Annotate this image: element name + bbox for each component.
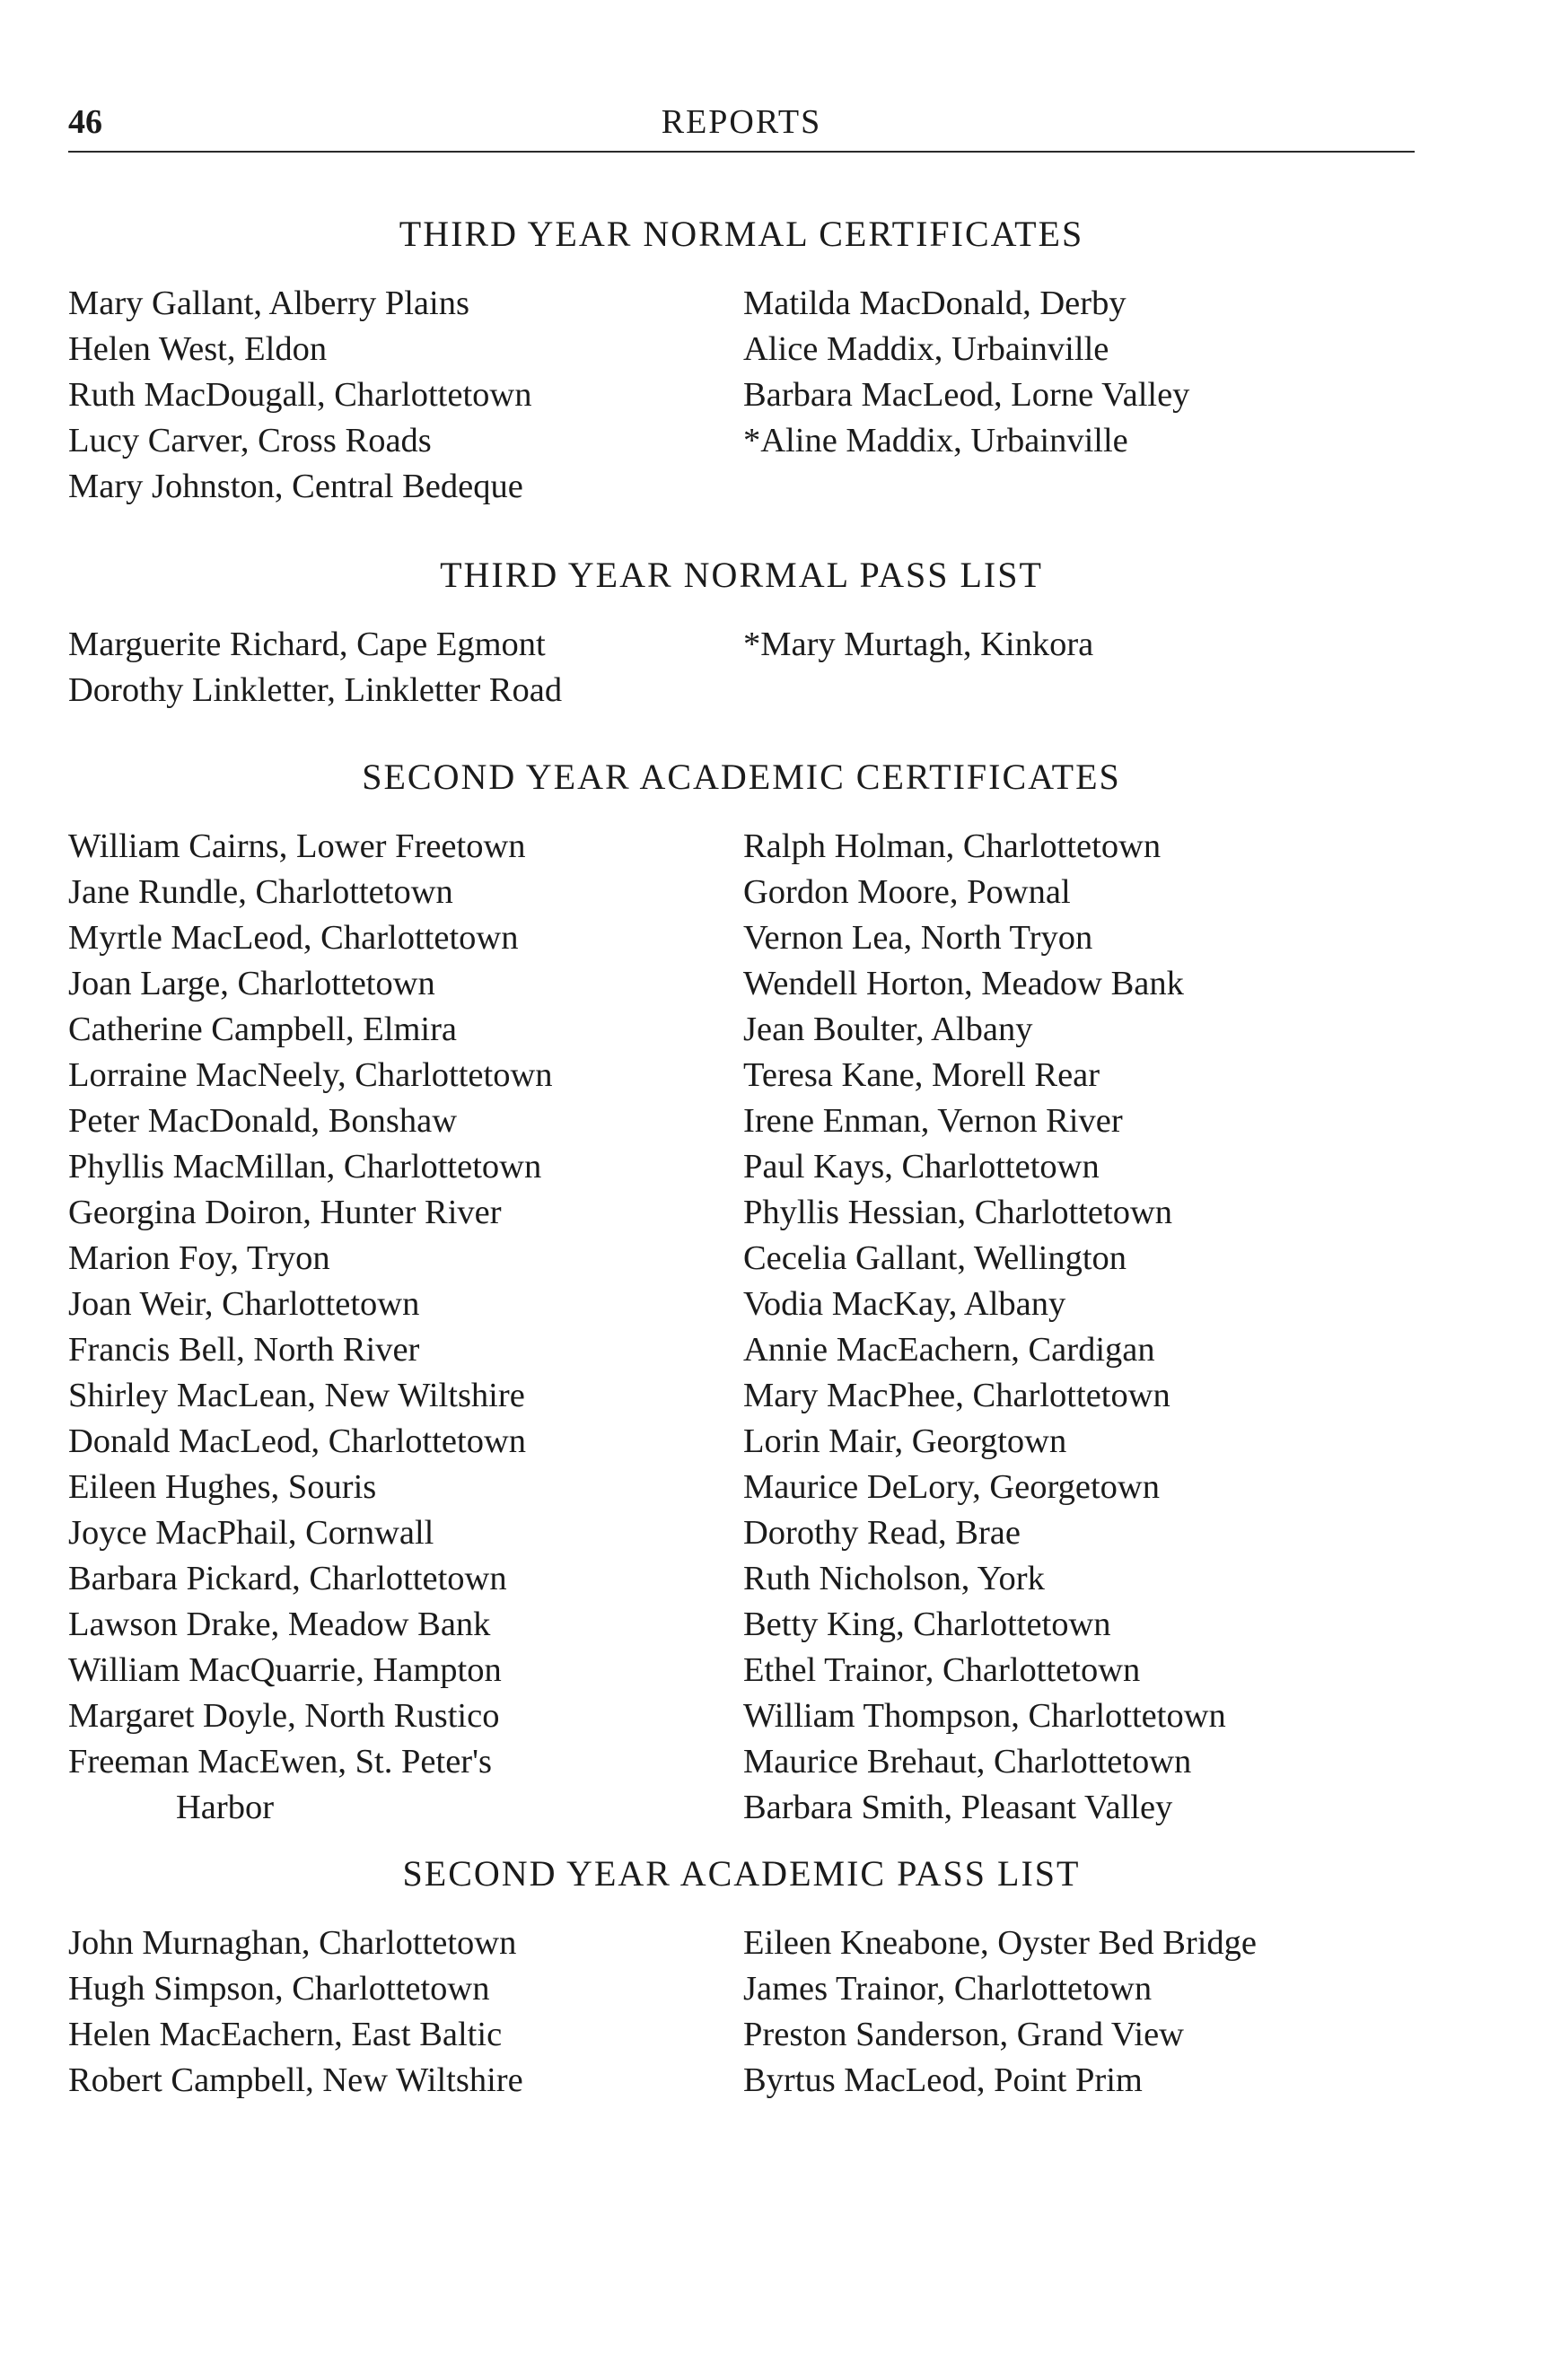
list-item: Vodia MacKay, Albany: [743, 1285, 1066, 1323]
section-heading: THIRD YEAR NORMAL PASS LIST: [440, 555, 1043, 595]
right-column: [743, 824, 1407, 1831]
list-item: *Mary Murtagh, Kinkora: [743, 626, 1094, 663]
list-item-continuation: [68, 1785, 732, 1831]
list-item: Mary Johnston, Central Bedeque: [68, 468, 523, 505]
list-item: James Trainor, Charlottetown: [743, 1970, 1153, 2008]
right-column: [743, 281, 1407, 464]
list-item: William Thompson, Charlottetown: [743, 1697, 1226, 1735]
list-item: Margaret Doyle, North Rustico: [68, 1697, 500, 1735]
list-item: Teresa Kane, Morell Rear: [743, 1056, 1100, 1094]
list-item: William MacQuarrie, Hampton: [68, 1651, 502, 1689]
left-column: [68, 824, 732, 1831]
list-item: Alice Maddix, Urbainville: [743, 330, 1109, 368]
section-heading: SECOND YEAR ACADEMIC CERTIFICATES: [362, 757, 1121, 797]
list-item: Cecelia Gallant, Wellington: [743, 1239, 1127, 1277]
list-item: Matilda MacDonald, Derby: [743, 284, 1127, 322]
list-item: Dorothy Read, Brae: [743, 1514, 1021, 1552]
list-item: Lorraine MacNeely, Charlottetown: [68, 1056, 553, 1094]
list-item: Barbara Smith, Pleasant Valley: [743, 1789, 1173, 1826]
list-item: Vernon Lea, North Tryon: [743, 919, 1093, 957]
list-item: John Murnaghan, Charlottetown: [68, 1924, 517, 1962]
list-item: Catherine Campbell, Elmira: [68, 1011, 457, 1048]
list-item: Maurice Brehaut, Charlottetown: [743, 1743, 1192, 1781]
list-item: Joan Weir, Charlottetown: [68, 1285, 420, 1323]
list-item: Ruth Nicholson, York: [743, 1560, 1045, 1597]
list-item: Helen MacEachern, East Baltic: [68, 2016, 503, 2053]
left-column: [68, 281, 732, 510]
list-item: Dorothy Linkletter, Linkletter Road: [68, 671, 563, 709]
list-item: Byrtus MacLeod, Point Prim: [743, 2061, 1143, 2099]
list-item: Francis Bell, North River: [68, 1331, 420, 1369]
list-item: Jane Rundle, Charlottetown: [68, 873, 453, 911]
list-item: Hugh Simpson, Charlottetown: [68, 1970, 490, 2008]
list-item: Joyce MacPhail, Cornwall: [68, 1514, 434, 1552]
list-item: Eileen Hughes, Souris: [68, 1468, 377, 1506]
list-item: Barbara Pickard, Charlottetown: [68, 1560, 507, 1597]
list-item: Wendell Horton, Meadow Bank: [743, 965, 1184, 1002]
list-item: Irene Enman, Vernon River: [743, 1102, 1123, 1140]
list-item: Robert Campbell, New Wiltshire: [68, 2061, 523, 2099]
section-third-year-normal-certificates: [68, 211, 1415, 510]
left-column: [68, 622, 732, 713]
list-item: Marguerite Richard, Cape Egmont: [68, 626, 546, 663]
list-item: Georgina Doiron, Hunter River: [68, 1194, 502, 1231]
page-number: 46: [68, 103, 102, 141]
section-third-year-normal-pass-list: [68, 552, 1415, 713]
left-column: [68, 1921, 732, 2104]
list-item: Phyllis Hessian, Charlottetown: [743, 1194, 1173, 1231]
list-item: William Cairns, Lower Freetown: [68, 827, 526, 865]
list-item: Mary Gallant, Alberry Plains: [68, 284, 469, 322]
right-column: [743, 622, 1407, 668]
list-item: Donald MacLeod, Charlottetown: [68, 1422, 526, 1460]
list-item: Shirley MacLean, New Wiltshire: [68, 1377, 525, 1414]
list-item: Ralph Holman, Charlottetown: [743, 827, 1162, 865]
list-item: Jean Boulter, Albany: [743, 1011, 1033, 1048]
list-item: Lawson Drake, Meadow Bank: [68, 1606, 491, 1643]
list-item: Maurice DeLory, Georgetown: [743, 1468, 1160, 1506]
right-column: [743, 1921, 1407, 2104]
list-item: Ruth MacDougall, Charlottetown: [68, 376, 532, 414]
list-item: Helen West, Eldon: [68, 330, 328, 368]
list-item: Lucy Carver, Cross Roads: [68, 422, 432, 459]
running-title: REPORTS: [661, 103, 822, 141]
list-item: Eileen Kneabone, Oyster Bed Bridge: [743, 1924, 1257, 1962]
list-item: Lorin Mair, Georgtown: [743, 1422, 1067, 1460]
list-item: Phyllis MacMillan, Charlottetown: [68, 1148, 542, 1186]
list-item: Joan Large, Charlottetown: [68, 965, 435, 1002]
list-item: Myrtle MacLeod, Charlottetown: [68, 919, 519, 957]
section-heading: SECOND YEAR ACADEMIC PASS LIST: [402, 1853, 1081, 1894]
list-item: Paul Kays, Charlottetown: [743, 1148, 1100, 1186]
list-item: Preston Sanderson, Grand View: [743, 2016, 1184, 2053]
section-heading: THIRD YEAR NORMAL CERTIFICATES: [399, 214, 1084, 254]
list-item: Ethel Trainor, Charlottetown: [743, 1651, 1141, 1689]
list-item: Peter MacDonald, Bonshaw: [68, 1102, 458, 1140]
continuation-text: Harbor: [176, 1789, 275, 1826]
list-item: Annie MacEachern, Cardigan: [743, 1331, 1155, 1369]
section-second-year-academic-pass-list: [68, 1851, 1415, 2104]
list-item: *Aline Maddix, Urbainville: [743, 422, 1128, 459]
list-item: Betty King, Charlottetown: [743, 1606, 1111, 1643]
list-item: Gordon Moore, Pownal: [743, 873, 1071, 911]
list-item: Mary MacPhee, Charlottetown: [743, 1377, 1170, 1414]
list-item: Freeman MacEwen, St. Peter's: [68, 1743, 493, 1781]
list-item: Barbara MacLeod, Lorne Valley: [743, 376, 1190, 414]
section-second-year-academic-certificates: [68, 754, 1415, 1831]
list-item: Marion Foy, Tryon: [68, 1239, 330, 1277]
running-head: [68, 97, 1415, 153]
